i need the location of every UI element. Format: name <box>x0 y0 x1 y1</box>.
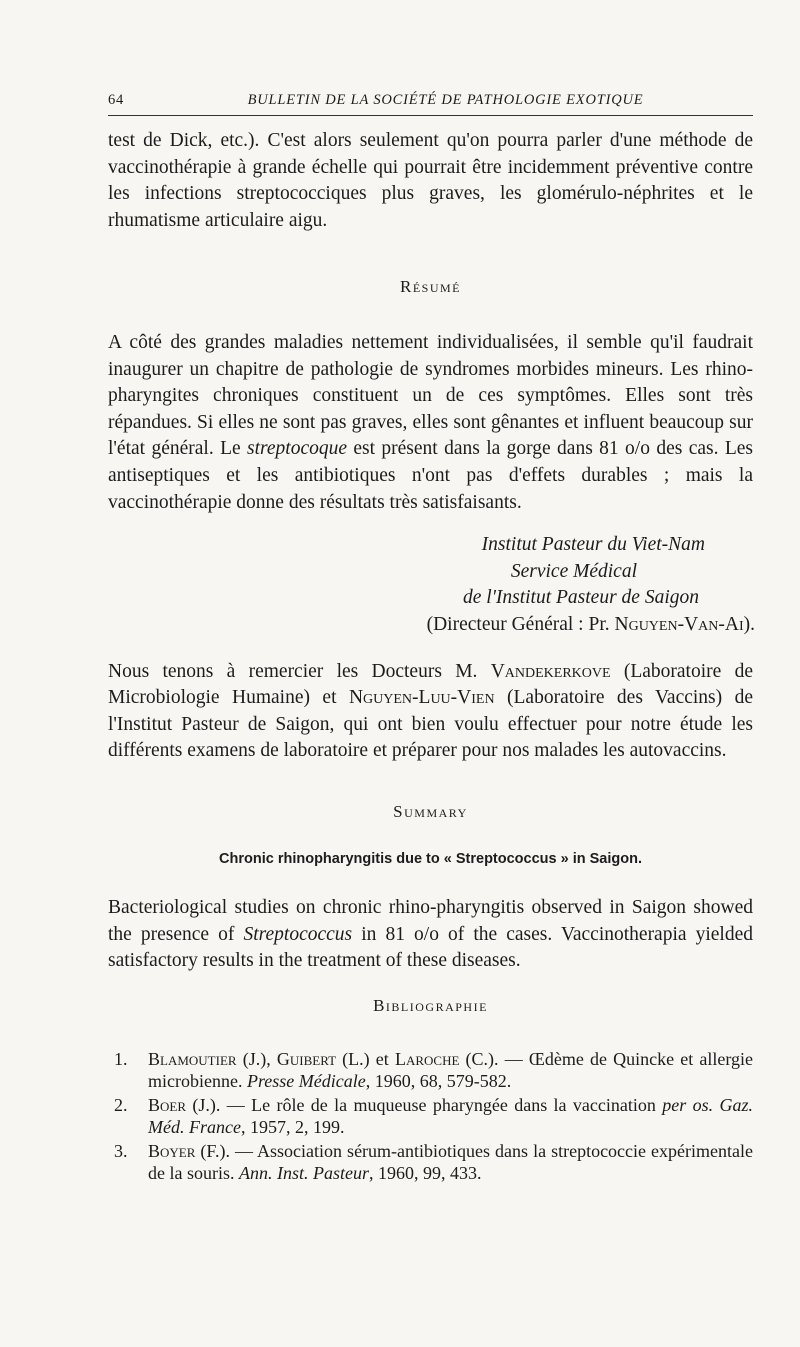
affiliation-director: (Directeur Général : Pr. Nguyen-Van-Ai). <box>426 613 755 635</box>
bibliography-heading: Bibliographie <box>373 995 488 1015</box>
intro-paragraph: test de Dick, etc.). C'est alors seulement qu'on pourra parler d'une méthode de vaccinothérapie à grande échelle qui pourrait être incidemment préventive contre les infections streptococciques plus graves, les glomérulo-néphrites et le rhumatisme articulaire aigu. <box>108 130 753 231</box>
page-body <box>108 128 753 1186</box>
affiliation-line-3: de l'Institut Pasteur de Saigon <box>463 587 699 609</box>
bibliography-item: 2. Boer (J.). — Le rôle de la muqueuse pharyngée dans la vaccination per os. Gaz. Méd. France, 1957, 2, 199. <box>114 1095 753 1138</box>
affiliation-line-1: Institut Pasteur du Viet-Nam <box>481 534 705 556</box>
running-title: BULLETIN DE LA SOCIÉTÉ DE PATHOLOGIE EXOTIQUE <box>247 92 644 108</box>
affiliation-block <box>108 532 753 638</box>
summary-heading: Summary <box>393 801 468 821</box>
bibliography-list <box>108 1048 753 1184</box>
resume-paragraph: A côté des grandes maladies nettement individualisées, il semble qu'il faudrait inaugurer un chapitre de pathologie de syndromes morbides mineurs. Les rhino-pharyngites chroniques constituent un de ces symptômes. Elles sont très répandues. Si elles ne sont pas graves, elles sont gênantes et influent beaucoup sur l'état général. Le streptocoque est présent dans la gorge dans 81 o/o des cas. Les antiseptiques et les antibiotiques n'ont pas d'effets durables ; mais la vaccinothérapie donne des résultats très satisfaisants. <box>108 331 753 513</box>
acknowledgement-paragraph: Nous tenons à remercier les Docteurs M. Vandekerkove (Laboratoire de Microbiologie Humaine) et Nguyen-Luu-Vien (Laboratoire des Vaccins) de l'Institut Pasteur de Saigon, qui ont bien voulu effectuer pour notre étude les différents examens de laboratoire et préparer pour nos malades les autovaccins. <box>108 660 753 762</box>
summary-title: Chronic rhinopharyngitis due to « Streptococcus » in Saigon. <box>219 851 642 868</box>
summary-paragraph: Bacteriological studies on chronic rhino-pharyngitis observed in Saigon showed the presence of Streptococcus in 81 o/o of the cases. Vaccinotherapia yielded satisfactory results in the treatment of these diseases. <box>108 897 754 972</box>
resume-italic-term: streptocoque <box>247 438 348 460</box>
page-number: 64 <box>108 92 125 108</box>
summary-italic-term: Streptococcus <box>243 923 353 945</box>
bibliography-item: 3. Boyer (F.). — Association sérum-antibiotiques dans la streptococcie expérimentale de la souris. Ann. Inst. Pasteur, 1960, 99, 433. <box>114 1141 753 1184</box>
resume-heading: Résumé <box>399 277 461 297</box>
affiliation-line-2: Service Médical <box>510 560 637 582</box>
page-header <box>108 92 753 116</box>
bibliography-item: 1. Blamoutier (J.), Guibert (L.) et Laroche (C.). — Œdème de Quincke et allergie microbienne. Presse Médicale, 1960, 68, 579-582. <box>114 1049 754 1092</box>
